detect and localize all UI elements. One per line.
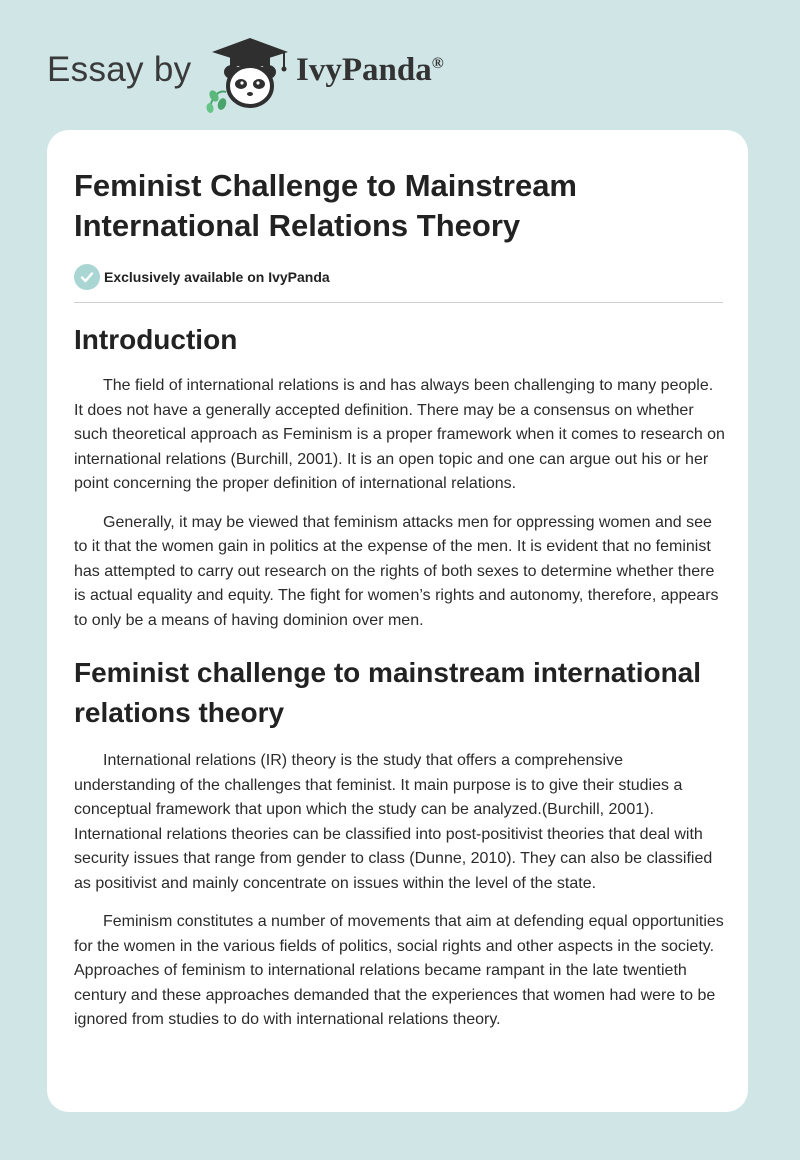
registered-mark: ® (431, 55, 444, 72)
site-header (0, 0, 800, 130)
brand-name: IvyPanda® (296, 52, 444, 88)
ivypanda-logo-icon[interactable] (200, 34, 300, 114)
divider (74, 302, 723, 303)
essay-body (74, 320, 725, 1033)
essay-card (47, 130, 748, 1112)
paragraph: International relations (IR) theory is the study that offers a comprehensive understanding of the challenges that feminist. It main purpose is to give their studies a conceptual framework that upon which the study can be analyzed.(Burchill, 2001). International relations theories can be classified into post-positivist theories that deal with security issues that range from gender to class (Dunne, 2010). They can also be classified as positivist and mainly concentrate on issues within the level of the state. (74, 752, 713, 892)
paragraph: Feminism constitutes a number of movements that aim at defending equal opportunities for the women in the various fields of politics, social rights and other aspects in the society. Approaches of feminism to international relations became rampant in the late twentieth century and these approaches demanded that the experiences that women had were to be ignored from studies to do with international relations theory. (74, 913, 724, 1028)
section-heading: Introduction (74, 324, 238, 355)
section-heading: Feminist challenge to mainstream international relations theory (74, 657, 702, 728)
exclusive-badge-label: Exclusively available on IvyPanda (104, 269, 330, 285)
section-feminist-challenge (74, 653, 725, 1033)
paragraph: Generally, it may be viewed that feminism attacks men for oppressing women and see to it that the women gain in politics at the expense of the men. It is evident that no feminist has attempted to carry out research on the rights of both sexes to determine whether there is actual equality and equity. The fight for women’s rights and autonomy, therefore, appears to only be a means of having dominion over men. (74, 513, 719, 629)
brand-prefix: Essay by (47, 50, 192, 89)
exclusive-badge (74, 264, 330, 290)
page-title: Feminist Challenge to Mainstream International Relations Theory (74, 168, 577, 243)
checkmark-icon (74, 264, 100, 290)
section-introduction (74, 320, 725, 633)
paragraph: The field of international relations is and has always been challenging to many people. It does not have a generally accepted definition. There may be a consensus on whether such theoretical approach as Feminism is a proper framework when it comes to research on international relations (Burchill, 2001). It is an open topic and one can argue out his or her point concerning the proper definition of international relations. (74, 377, 725, 492)
